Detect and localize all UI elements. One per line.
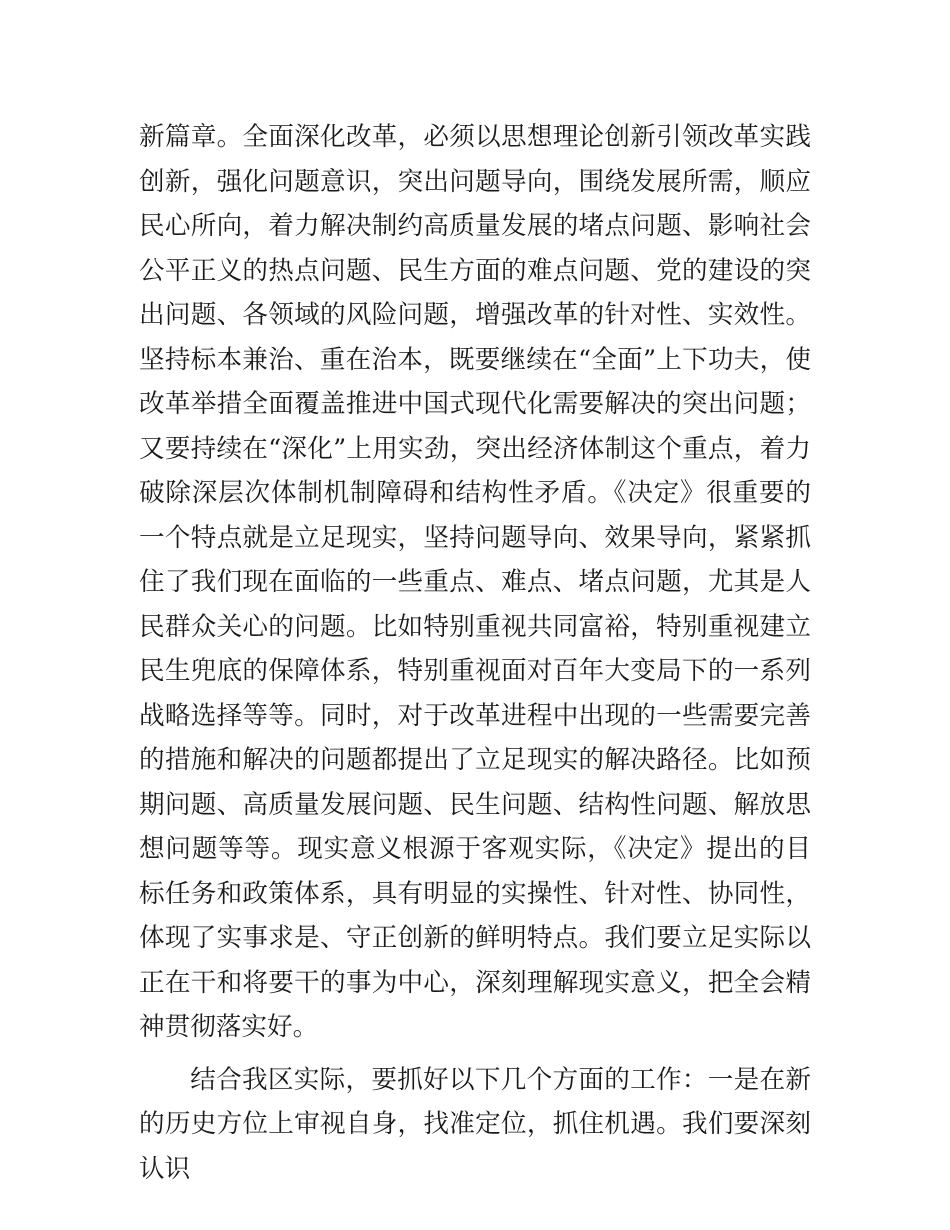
paragraph-work-points: 结合我区实际，要抓好以下几个方面的工作：一是在新的历史方位上审视自身，找准定位，抓住机遇。我们要深刻认识 bbox=[139, 1064, 811, 1184]
paragraph-continuation: 新篇章。全面深化改革，必须以思想理论创新引领改革实践创新，强化问题意识，突出问题导向，围绕发展所需，顺应民心所向，着力解决制约高质量发展的堵点问题、影响社会公平正义的热点问题、民生方面的难点问题、党的建设的突出问题、各领域的风险问题，增强改革的针对性、实效性。坚持标本兼治、重在治本，既要继续在“全面”上下功夫，使改革举措全面覆盖推进中国式现代化需要解决的突出问题；又要持续在“深化”上用实劲，突出经济体制这个重点，着力破除深层次体制机制障碍和结构性矛盾。《决定》很重要的一个特点就是立足现实，坚持问题导向、效果导向，紧紧抓住了我们现在面临的一些重点、难点、堵点问题，尤其是人民群众关心的问题。比如特别重视共同富裕，特别重视建立民生兜底的保障体系，特别重视面对百年大变局下的一系列战略选择等等。同时，对于改革进程中出现的一些需要完善的措施和解决的问题都提出了立足现实的解决路径。比如预期问题、高质量发展问题、民生问题、结构性问题、解放思想问题等等。现实意义根源于客观实际，《决定》提出的目标任务和政策体系，具有明显的实操性、针对性、协同性，体现了实事求是、守正创新的鲜明特点。我们要立足实际以正在干和将要干的事为中心，深刻理解现实意义，把全会精神贯彻落实好。 bbox=[139, 122, 811, 1042]
document-body bbox=[139, 115, 811, 1191]
